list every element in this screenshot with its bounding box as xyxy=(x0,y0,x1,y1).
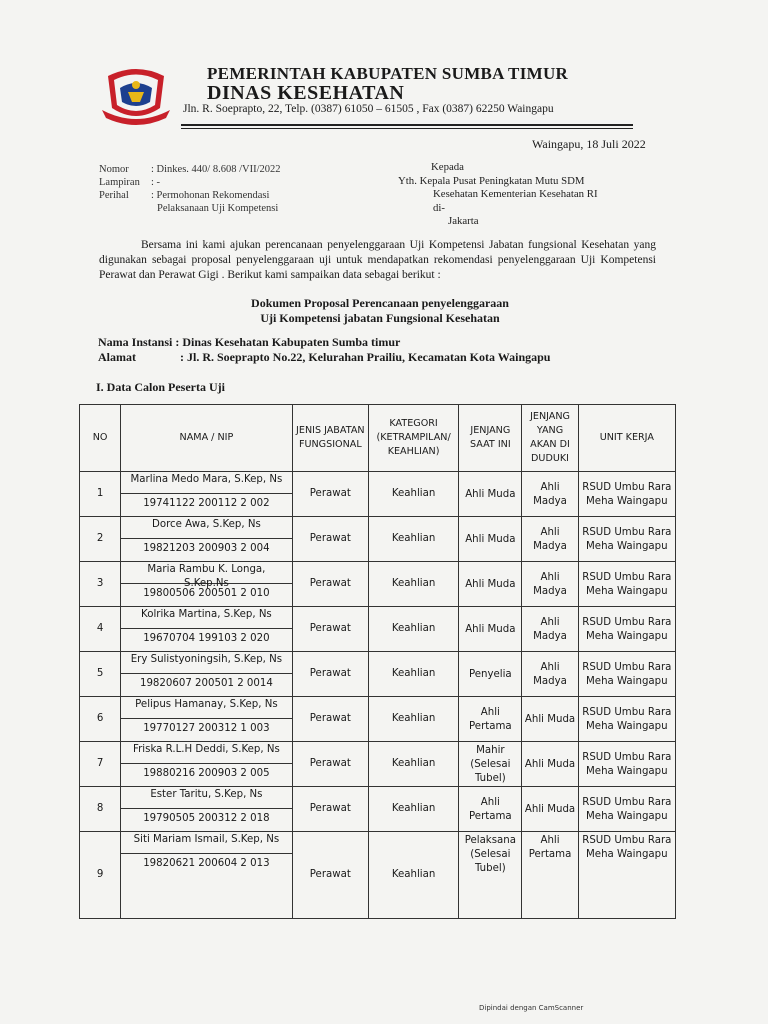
participant-nip: 19800506 200501 2 010 xyxy=(143,588,270,599)
document-title-line2: Uji Kompetensi jabatan Fungsional Kesehatan xyxy=(260,311,500,325)
address-value: : Jl. R. Soeprapto No.22, Kelurahan Prailiu, Kecamatan Kota Waingapu xyxy=(180,350,551,364)
cell-no: 2 xyxy=(80,517,121,562)
cell-unit: RSUD Umbu Rara Meha Waingapu xyxy=(578,652,675,697)
cell-nama-nip xyxy=(121,652,293,697)
cell-no: 6 xyxy=(80,697,121,742)
cell-jenjang-saat: Penyelia xyxy=(459,652,522,697)
cell-unit: RSUD Umbu Rara Meha Waingapu xyxy=(578,742,675,787)
table-body xyxy=(80,472,676,919)
cell-jenis: Perawat xyxy=(292,562,368,607)
institution-name: Nama Instansi : Dinas Kesehatan Kabupaten Sumba timur xyxy=(98,335,401,349)
letter-meta xyxy=(99,163,281,215)
header-jenis: JENIS JABATAN FUNGSIONAL xyxy=(292,405,368,472)
cell-jenjang-akan: Ahli Madya xyxy=(522,472,578,517)
cell-kategori: Keahlian xyxy=(368,517,458,562)
document-title-line1: Dokumen Proposal Perencanaan penyelenggaraan xyxy=(251,296,509,310)
cell-jenjang-saat: Ahli Pertama xyxy=(459,787,522,832)
recipient-di: di- xyxy=(433,201,445,214)
cell-no: 1 xyxy=(80,472,121,517)
participant-nip: 19670704 199103 2 020 xyxy=(143,633,270,644)
cell-kategori: Keahlian xyxy=(368,697,458,742)
header-unit: UNIT KERJA xyxy=(578,405,675,472)
recipient-yth: Yth. Kepala Pusat Peningkatan Mutu SDM xyxy=(398,174,585,187)
cell-kategori: Keahlian xyxy=(368,607,458,652)
cell-jenjang-saat: Pelaksana (Selesai Tubel) xyxy=(459,832,522,919)
institution-info xyxy=(98,335,550,365)
letterhead-agency: DINAS KESEHATAN xyxy=(207,82,405,104)
scanner-footer: Dipindai dengan CamScanner xyxy=(479,1004,584,1012)
cell-jenjang-akan: Ahli Muda xyxy=(522,697,578,742)
cell-jenjang-akan: Ahli Madya xyxy=(522,652,578,697)
cell-kategori: Keahlian xyxy=(368,742,458,787)
participant-name: Ery Sulistyoningsih, S.Kep, Ns xyxy=(121,652,292,674)
cell-jenjang-akan: Ahli Muda xyxy=(522,742,578,787)
address-label: Alamat xyxy=(98,350,136,364)
participant-nip: 19790505 200312 2 018 xyxy=(143,813,270,824)
cell-kategori: Keahlian xyxy=(368,652,458,697)
cell-jenjang-akan: Ahli Madya xyxy=(522,517,578,562)
recipient-kepada: Kepada xyxy=(431,161,464,173)
regency-emblem-icon xyxy=(100,58,172,126)
cell-kategori: Keahlian xyxy=(368,472,458,517)
header-nama: NAMA / NIP xyxy=(121,405,293,472)
participant-nip: 19821203 200903 2 004 xyxy=(143,543,270,554)
table-header-row xyxy=(80,405,676,472)
cell-jenjang-saat: Mahir (Selesai Tubel) xyxy=(459,742,522,787)
table-row xyxy=(80,607,676,652)
cell-unit: RSUD Umbu Rara Meha Waingapu xyxy=(578,562,675,607)
cell-nama-nip xyxy=(121,472,293,517)
header-jenjang-akan: JENJANG YANG AKAN DI DUDUKI xyxy=(522,405,578,472)
cell-no: 4 xyxy=(80,607,121,652)
recipient-line2: Kesehatan Kementerian Kesehatan RI xyxy=(433,188,598,200)
cell-no: 9 xyxy=(80,832,121,919)
cell-jenis: Perawat xyxy=(292,517,368,562)
cell-kategori: Keahlian xyxy=(368,562,458,607)
cell-unit: RSUD Umbu Rara Meha Waingapu xyxy=(578,787,675,832)
cell-jenjang-saat: Ahli Muda xyxy=(459,607,522,652)
letter-date: Waingapu, 18 Juli 2022 xyxy=(532,137,646,151)
cell-kategori: Keahlian xyxy=(368,832,458,919)
participant-name: Ester Taritu, S.Kep, Ns xyxy=(121,787,292,809)
participant-nip: 19770127 200312 1 003 xyxy=(143,723,270,734)
cell-jenis: Perawat xyxy=(292,697,368,742)
table-row xyxy=(80,517,676,562)
document-title xyxy=(100,296,660,326)
table-row xyxy=(80,787,676,832)
cell-jenjang-akan: Ahli Madya xyxy=(522,562,578,607)
perihal-value-1: : Permohonan Rekomendasi xyxy=(151,190,270,201)
cell-jenjang-akan: Ahli Madya xyxy=(522,607,578,652)
cell-nama-nip xyxy=(121,562,293,607)
cell-unit: RSUD Umbu Rara Meha Waingapu xyxy=(578,472,675,517)
cell-no: 5 xyxy=(80,652,121,697)
cell-jenjang-saat: Ahli Muda xyxy=(459,517,522,562)
recipient-block xyxy=(398,161,598,229)
table-row xyxy=(80,697,676,742)
cell-nama-nip xyxy=(121,607,293,652)
lampiran-label: Lampiran xyxy=(99,177,140,188)
cell-unit: RSUD Umbu Rara Meha Waingapu xyxy=(578,607,675,652)
participant-name: Kolrika Martina, S.Kep, Ns xyxy=(121,607,292,629)
participant-nip: 19880216 200903 2 005 xyxy=(143,768,270,779)
letterhead-divider-thin xyxy=(181,128,633,129)
body-paragraph xyxy=(99,238,656,283)
recipient-city: Jakarta xyxy=(448,215,479,227)
lampiran-value: : - xyxy=(151,177,161,188)
perihal-value-2: Pelaksanaan Uji Kompetensi xyxy=(157,203,279,214)
cell-jenis: Perawat xyxy=(292,607,368,652)
cell-jenjang-saat: Ahli Pertama xyxy=(459,697,522,742)
participant-name: Siti Mariam Ismail, S.Kep, Ns xyxy=(121,832,292,854)
cell-jenis: Perawat xyxy=(292,787,368,832)
cell-no: 8 xyxy=(80,787,121,832)
cell-unit: RSUD Umbu Rara Meha Waingapu xyxy=(578,697,675,742)
cell-jenis: Perawat xyxy=(292,742,368,787)
cell-jenis: Perawat xyxy=(292,472,368,517)
table-row xyxy=(80,742,676,787)
body-text: Bersama ini kami ajukan perencanaan penyelenggaraan Uji Kompetensi Jabatan fungsional Kesehatan yang digunakan sebagai proposal penyelenggaraan uji untuk mendapatkan rekomendasi penyelenggaraan Uji Kompetensi Perawat dan Perawat Gigi . Berikut kami sampaikan data sebagai berikut : xyxy=(99,239,656,281)
participant-nip: 19741122 200112 2 002 xyxy=(143,498,270,509)
participant-name: Maria Rambu K. Longa, S.Kep.Ns xyxy=(121,562,292,584)
perihal-label: Perihal xyxy=(99,190,129,201)
participants-table xyxy=(79,404,676,919)
cell-jenjang-akan: Ahli Pertama xyxy=(522,832,578,919)
cell-jenis: Perawat xyxy=(292,652,368,697)
header-jenjang-saat: JENJANG SAAT INI xyxy=(459,405,522,472)
letterhead-divider-thick xyxy=(181,124,633,126)
cell-nama-nip xyxy=(121,787,293,832)
cell-unit: RSUD Umbu Rara Meha Waingapu xyxy=(578,832,675,919)
nomor-label: Nomor xyxy=(99,164,129,175)
cell-nama-nip xyxy=(121,697,293,742)
cell-nama-nip xyxy=(121,832,293,919)
letterhead-government: PEMERINTAH KABUPATEN SUMBA TIMUR xyxy=(207,64,569,83)
cell-nama-nip xyxy=(121,517,293,562)
participant-nip: 19820607 200501 2 0014 xyxy=(139,678,273,689)
table-row xyxy=(80,472,676,517)
letterhead-address: Jln. R. Soeprapto, 22, Telp. (0387) 61050 – 61505 , Fax (0387) 62250 Waingapu xyxy=(183,103,554,115)
table-row xyxy=(80,562,676,607)
cell-unit: RSUD Umbu Rara Meha Waingapu xyxy=(578,517,675,562)
header-kategori: KATEGORI (KETRAMPILAN/ KEAHLIAN) xyxy=(368,405,458,472)
cell-nama-nip xyxy=(121,742,293,787)
header-no: NO xyxy=(80,405,121,472)
cell-jenis: Perawat xyxy=(292,832,368,919)
cell-jenjang-akan: Ahli Muda xyxy=(522,787,578,832)
participant-name: Dorce Awa, S.Kep, Ns xyxy=(121,517,292,539)
cell-no: 7 xyxy=(80,742,121,787)
table-row xyxy=(80,652,676,697)
participant-name: Marlina Medo Mara, S.Kep, Ns xyxy=(121,472,292,494)
cell-jenjang-saat: Ahli Muda xyxy=(459,562,522,607)
participant-name: Friska R.L.H Deddi, S.Kep, Ns xyxy=(121,742,292,764)
cell-no: 3 xyxy=(80,562,121,607)
participant-name: Pelipus Hamanay, S.Kep, Ns xyxy=(121,697,292,719)
participant-nip: 19820621 200604 2 013 xyxy=(143,858,270,869)
table-row xyxy=(80,832,676,919)
cell-kategori: Keahlian xyxy=(368,787,458,832)
cell-jenjang-saat: Ahli Muda xyxy=(459,472,522,517)
nomor-value: : Dinkes. 440/ 8.608 /VII/2022 xyxy=(151,164,281,175)
section-title: I. Data Calon Peserta Uji xyxy=(96,380,225,394)
